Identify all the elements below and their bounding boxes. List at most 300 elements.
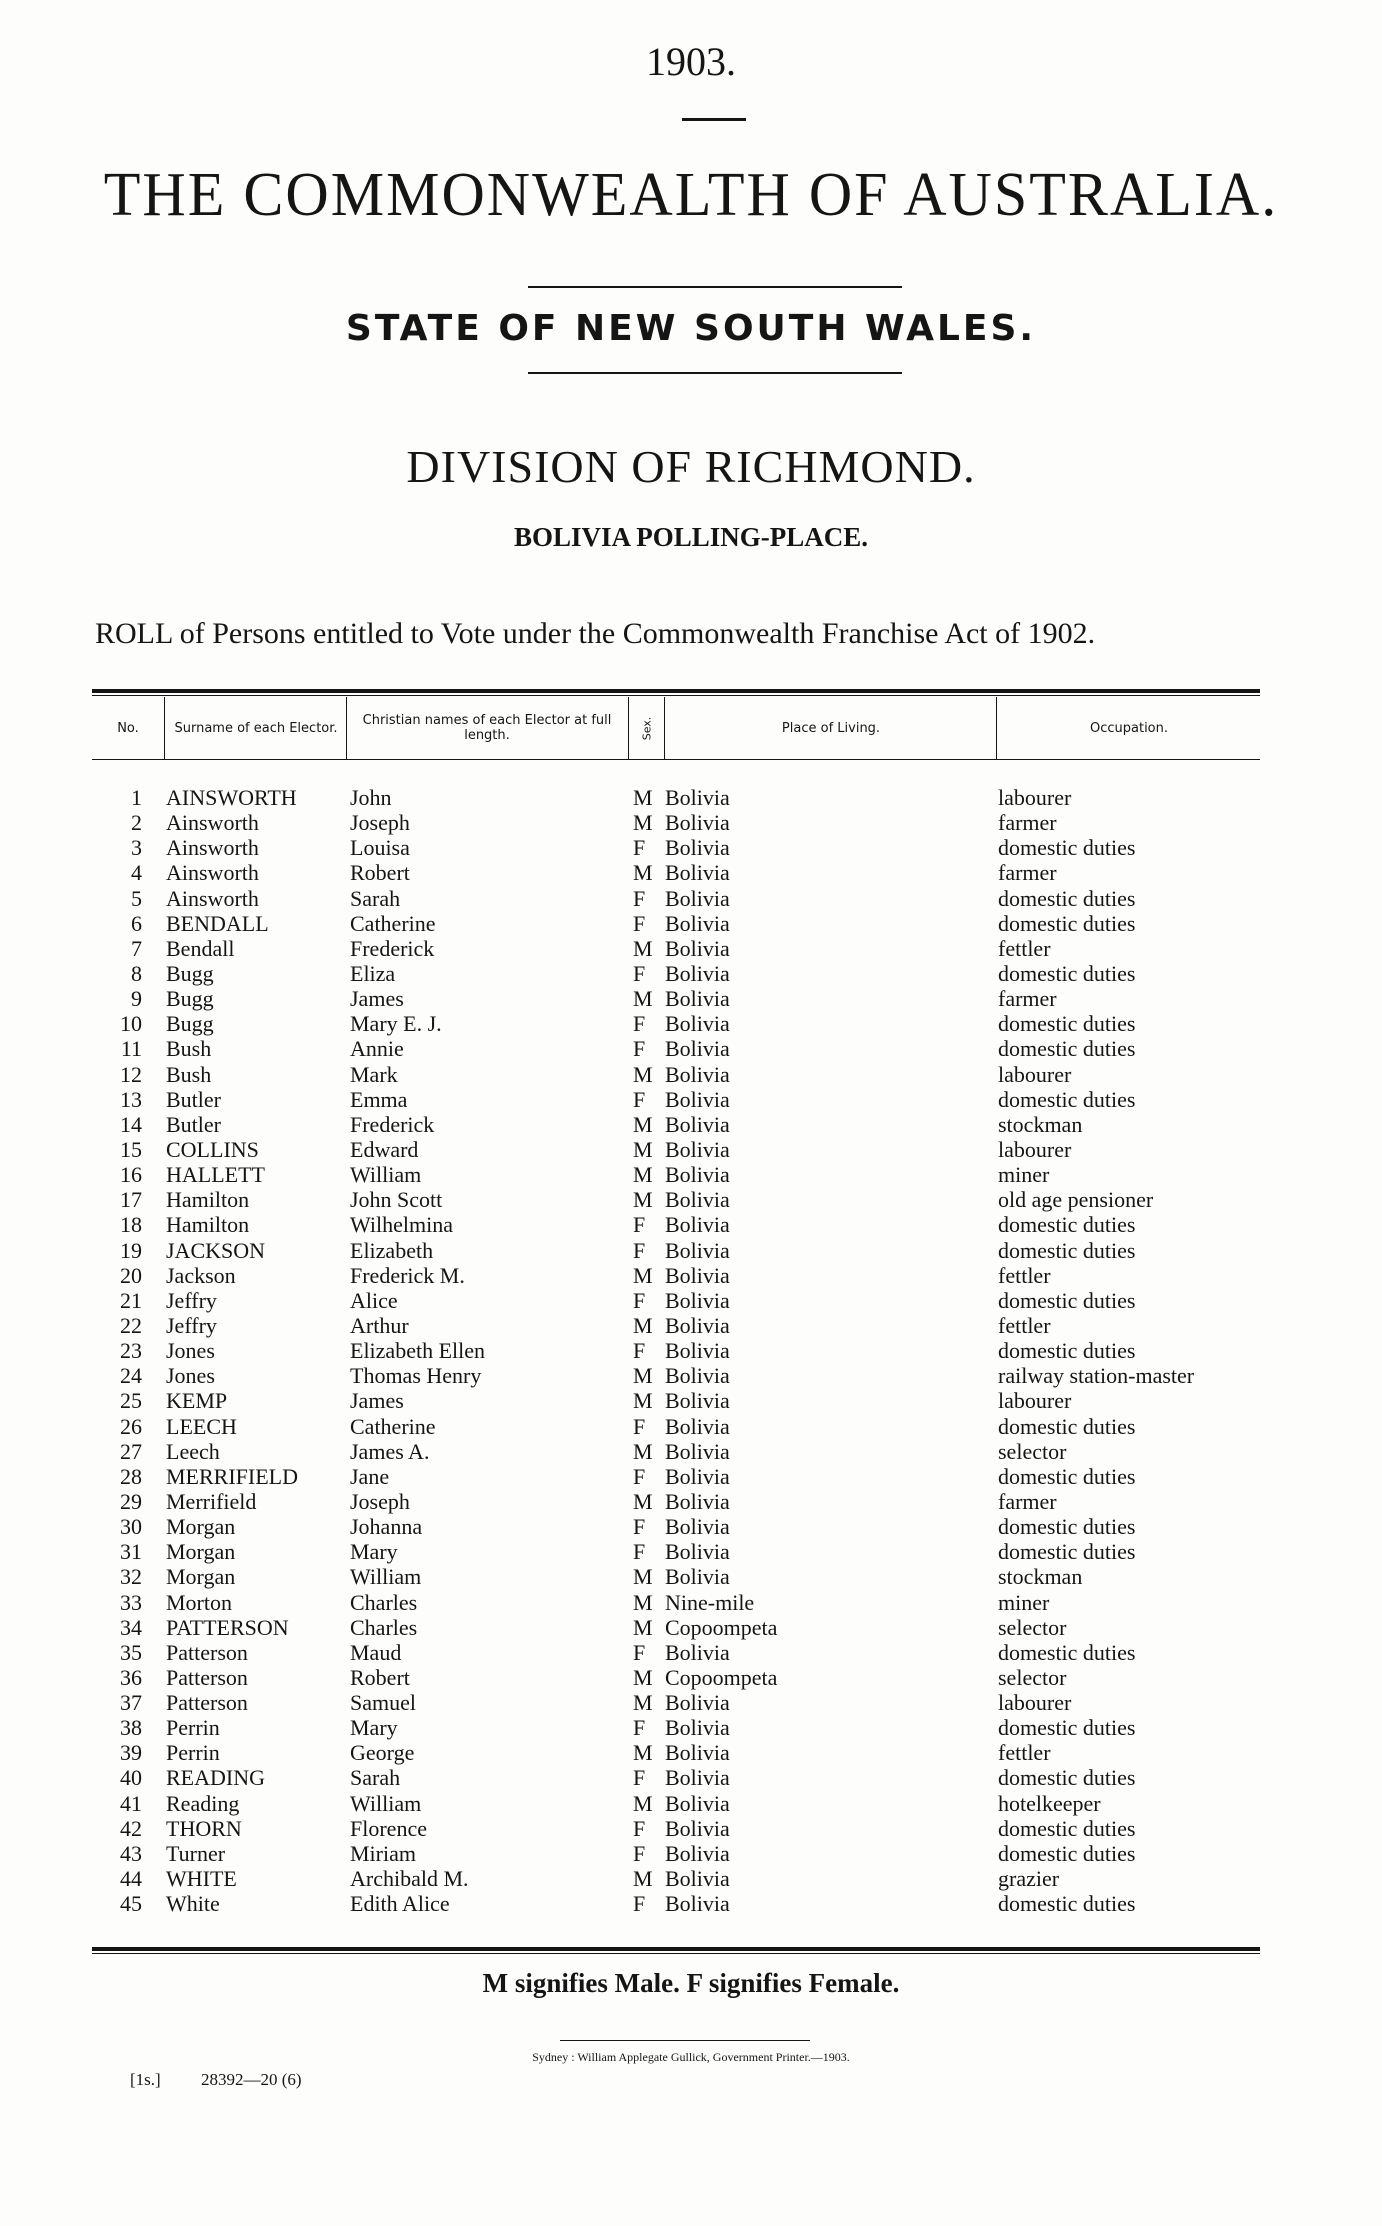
row-number: 25 <box>120 1388 142 1414</box>
printer-rule <box>560 2040 810 2041</box>
row-number: 12 <box>120 1061 142 1087</box>
printer-imprint: Sydney : William Applegate Gullick, Government Printer.—1903. <box>532 2050 850 2064</box>
table-row <box>0 1640 1382 1665</box>
place-of-living: Bolivia <box>665 1690 730 1716</box>
sex: F <box>633 835 646 861</box>
row-number: 6 <box>131 910 142 936</box>
row-number: 43 <box>120 1840 142 1866</box>
place-of-living: Bolivia <box>665 1036 730 1062</box>
surname: BENDALL <box>166 910 269 936</box>
place-of-living: Copoompeta <box>665 1614 778 1640</box>
surname: Bugg <box>166 960 214 986</box>
occupation: domestic duties <box>998 1840 1136 1866</box>
row-number: 36 <box>120 1664 142 1690</box>
christian-names: James A. <box>350 1438 430 1464</box>
table-row <box>0 1791 1382 1816</box>
occupation: domestic duties <box>998 1765 1136 1791</box>
table-row <box>0 810 1382 835</box>
table-row <box>0 1212 1382 1237</box>
row-number: 34 <box>120 1614 142 1640</box>
surname: Hamilton <box>166 1212 250 1238</box>
surname: HALLETT <box>166 1162 265 1188</box>
occupation: domestic duties <box>998 1413 1136 1439</box>
place-of-living: Bolivia <box>665 1136 730 1162</box>
christian-names: Mary <box>350 1715 398 1741</box>
surname: Ainsworth <box>166 885 259 911</box>
sex: F <box>633 1539 646 1565</box>
christian-names: Emma <box>350 1086 408 1112</box>
table-row <box>0 1564 1382 1589</box>
surname: Morgan <box>166 1564 236 1590</box>
christian-names: Maud <box>350 1639 402 1665</box>
christian-names: Miriam <box>350 1840 416 1866</box>
row-number: 10 <box>120 1011 142 1037</box>
place-of-living: Bolivia <box>665 1237 730 1263</box>
occupation: stockman <box>998 1564 1083 1590</box>
christian-names: Wilhelmina <box>350 1212 453 1238</box>
table-row <box>0 1690 1382 1715</box>
sex: F <box>633 1514 646 1540</box>
christian-names: William <box>350 1162 422 1188</box>
place-of-living: Bolivia <box>665 1312 730 1338</box>
sex: M <box>633 935 653 961</box>
row-number: 21 <box>120 1287 142 1313</box>
occupation: grazier <box>998 1866 1060 1892</box>
row-number: 7 <box>131 935 142 961</box>
occupation: labourer <box>998 1388 1072 1414</box>
occupation: domestic duties <box>998 835 1136 861</box>
sex: M <box>633 1564 653 1590</box>
row-number: 19 <box>120 1237 142 1263</box>
place-of-living: Bolivia <box>665 1488 730 1514</box>
sex: M <box>633 1187 653 1213</box>
christian-names: Robert <box>350 860 410 886</box>
occupation: farmer <box>998 810 1057 836</box>
table-row <box>0 860 1382 885</box>
place-of-living: Bolivia <box>665 1815 730 1841</box>
place-of-living: Bolivia <box>665 1740 730 1766</box>
place-of-living: Bolivia <box>665 1438 730 1464</box>
row-number: 15 <box>120 1136 142 1162</box>
occupation: domestic duties <box>998 1287 1136 1313</box>
christian-names: Alice <box>350 1287 398 1313</box>
place-of-living: Bolivia <box>665 1061 730 1087</box>
sex: F <box>633 1086 646 1112</box>
table-top-rule <box>92 689 1260 693</box>
christian-names: Catherine <box>350 1413 436 1439</box>
surname: Merrifield <box>166 1488 257 1514</box>
surname: Patterson <box>166 1690 248 1716</box>
row-number: 45 <box>120 1891 142 1917</box>
table-row <box>0 1162 1382 1187</box>
christian-names: Joseph <box>350 810 410 836</box>
sex: M <box>633 1790 653 1816</box>
row-number: 5 <box>131 885 142 911</box>
surname: Jeffry <box>166 1287 217 1313</box>
surname: Bush <box>166 1036 212 1062</box>
surname: Ainsworth <box>166 835 259 861</box>
occupation: domestic duties <box>998 1815 1136 1841</box>
christian-names: Frederick <box>350 935 435 961</box>
table-header-bottom-rule <box>92 759 1260 760</box>
row-number: 35 <box>120 1639 142 1665</box>
table-row <box>0 1740 1382 1765</box>
table-row <box>0 1238 1382 1263</box>
surname: Jackson <box>166 1262 236 1288</box>
print-reference: 28392—20 (6) <box>200 2070 302 2089</box>
occupation: labourer <box>998 785 1072 810</box>
christian-names: Eliza <box>350 960 396 986</box>
col-header-surname: Surname of each Elector. <box>174 720 338 736</box>
occupation: domestic duties <box>998 1237 1136 1263</box>
row-number: 16 <box>120 1162 142 1188</box>
surname: MERRIFIELD <box>166 1463 298 1489</box>
christian-names: William <box>350 1564 422 1590</box>
polling-place: BOLIVIA POLLING-PLACE. <box>513 522 869 552</box>
row-number: 18 <box>120 1212 142 1238</box>
row-number: 30 <box>120 1514 142 1540</box>
table-row <box>0 1514 1382 1539</box>
christian-names: Sarah <box>350 885 401 911</box>
table-row <box>0 1715 1382 1740</box>
sex: F <box>633 1036 646 1062</box>
sex: M <box>633 986 653 1012</box>
sex: F <box>633 1715 646 1741</box>
occupation: domestic duties <box>998 1036 1136 1062</box>
main-title: THE COMMONWEALTH OF AUSTRALIA. <box>103 159 1279 229</box>
occupation: domestic duties <box>998 1715 1136 1741</box>
surname: PATTERSON <box>166 1614 289 1640</box>
year-rule <box>682 118 746 121</box>
sex: M <box>633 1690 653 1716</box>
table-bottom-rule-thin <box>92 1953 1260 1954</box>
christian-names: Arthur <box>350 1312 409 1338</box>
place-of-living: Nine-mile <box>665 1589 755 1615</box>
occupation: miner <box>998 1162 1050 1188</box>
sex: M <box>633 1111 653 1137</box>
surname: AINSWORTH <box>166 785 297 810</box>
sex: F <box>633 1639 646 1665</box>
christian-names: Edward <box>350 1136 419 1162</box>
row-number: 41 <box>120 1790 142 1816</box>
row-number: 44 <box>120 1866 142 1892</box>
price-mark: [1s.] <box>130 2070 161 2089</box>
surname: Bendall <box>166 935 235 961</box>
surname: Hamilton <box>166 1187 250 1213</box>
sex: F <box>633 1237 646 1263</box>
surname: Turner <box>166 1840 226 1866</box>
occupation: hotelkeeper <box>998 1790 1101 1816</box>
table-row <box>0 1439 1382 1464</box>
place-of-living: Bolivia <box>665 1162 730 1188</box>
surname: COLLINS <box>166 1136 259 1162</box>
col-header-place: Place of Living. <box>781 720 881 736</box>
table-row <box>0 1841 1382 1866</box>
occupation: domestic duties <box>998 1514 1136 1540</box>
christian-names: Charles <box>350 1589 418 1615</box>
row-number: 14 <box>120 1111 142 1137</box>
place-of-living: Bolivia <box>665 960 730 986</box>
row-number: 33 <box>120 1589 142 1615</box>
table-row <box>0 1011 1382 1036</box>
table-row <box>0 1866 1382 1891</box>
place-of-living: Bolivia <box>665 986 730 1012</box>
christian-names: Johanna <box>350 1514 423 1540</box>
surname: THORN <box>166 1815 242 1841</box>
occupation: domestic duties <box>998 910 1136 936</box>
christian-names: Sarah <box>350 1765 401 1791</box>
table-row <box>0 1263 1382 1288</box>
surname: Reading <box>166 1790 240 1816</box>
row-number: 13 <box>120 1086 142 1112</box>
christian-names: Catherine <box>350 910 436 936</box>
surname: Morton <box>166 1589 232 1615</box>
row-number: 11 <box>120 1036 142 1062</box>
surname: Bugg <box>166 1011 214 1037</box>
row-number: 39 <box>120 1740 142 1766</box>
table-row <box>0 1414 1382 1439</box>
row-number: 31 <box>120 1539 142 1565</box>
surname: KEMP <box>166 1388 228 1414</box>
row-number: 26 <box>120 1413 142 1439</box>
table-row <box>0 886 1382 911</box>
col-header-no: No. <box>117 720 139 736</box>
christian-names: Jane <box>350 1463 390 1489</box>
col-header-occupation: Occupation. <box>1089 720 1169 736</box>
col-divider <box>664 697 665 759</box>
table-row <box>0 1112 1382 1137</box>
surname: Ainsworth <box>166 810 259 836</box>
row-number: 38 <box>120 1715 142 1741</box>
state-rule <box>528 372 902 374</box>
table-row <box>0 1187 1382 1212</box>
table-row <box>0 1539 1382 1564</box>
row-number: 9 <box>131 986 142 1012</box>
sex: F <box>633 1463 646 1489</box>
place-of-living: Bolivia <box>665 1011 730 1037</box>
sex: F <box>633 1765 646 1791</box>
col-divider <box>346 697 347 759</box>
place-of-living: Bolivia <box>665 1413 730 1439</box>
sex-legend: M signifies Male. F signifies Female. <box>482 1968 900 1998</box>
sex: F <box>633 1815 646 1841</box>
surname: Butler <box>166 1086 221 1112</box>
place-of-living: Bolivia <box>665 1363 730 1389</box>
sex: M <box>633 1162 653 1188</box>
col-header-sex-wrap <box>630 700 664 756</box>
sex: F <box>633 1011 646 1037</box>
surname: Ainsworth <box>166 860 259 886</box>
sex: M <box>633 1589 653 1615</box>
occupation: domestic duties <box>998 1338 1136 1364</box>
place-of-living: Bolivia <box>665 1639 730 1665</box>
sex: M <box>633 1614 653 1640</box>
occupation: fettler <box>998 935 1051 961</box>
row-number: 22 <box>120 1312 142 1338</box>
sex: F <box>633 960 646 986</box>
table-row <box>0 1816 1382 1841</box>
row-number: 29 <box>120 1488 142 1514</box>
occupation: labourer <box>998 1690 1072 1716</box>
table-top-rule-thin <box>92 695 1260 696</box>
christian-names: Thomas Henry <box>350 1363 482 1389</box>
sex: F <box>633 1338 646 1364</box>
table-row <box>0 1363 1382 1388</box>
surname: Morgan <box>166 1539 236 1565</box>
occupation: fettler <box>998 1262 1051 1288</box>
sex: F <box>633 885 646 911</box>
place-of-living: Bolivia <box>665 1212 730 1238</box>
table-row <box>0 1665 1382 1690</box>
christian-names: James <box>350 1388 404 1414</box>
christian-names: Frederick M. <box>350 1262 465 1288</box>
row-number: 1 <box>131 785 142 810</box>
table-row <box>0 911 1382 936</box>
occupation: domestic duties <box>998 1011 1136 1037</box>
surname: Morgan <box>166 1514 236 1540</box>
occupation: railway station-master <box>998 1363 1195 1389</box>
table-row <box>0 785 1382 810</box>
occupation: labourer <box>998 1136 1072 1162</box>
place-of-living: Copoompeta <box>665 1664 778 1690</box>
occupation: domestic duties <box>998 960 1136 986</box>
place-of-living: Bolivia <box>665 1514 730 1540</box>
table-row <box>0 1313 1382 1338</box>
occupation: labourer <box>998 1061 1072 1087</box>
surname: Leech <box>166 1438 220 1464</box>
row-number: 42 <box>120 1815 142 1841</box>
sex: M <box>633 1136 653 1162</box>
col-header-sex: Sex. <box>640 716 654 740</box>
place-of-living: Bolivia <box>665 1111 730 1137</box>
sex: M <box>633 1438 653 1464</box>
occupation: selector <box>998 1614 1067 1640</box>
division-heading: DIVISION OF RICHMOND. <box>406 441 976 492</box>
table-row <box>0 1036 1382 1061</box>
surname: Bush <box>166 1061 212 1087</box>
place-of-living: Bolivia <box>665 1338 730 1364</box>
christian-names: John Scott <box>350 1187 443 1213</box>
table-row <box>0 1891 1382 1916</box>
sex: M <box>633 1363 653 1389</box>
row-number: 8 <box>131 960 142 986</box>
place-of-living: Bolivia <box>665 1765 730 1791</box>
occupation: stockman <box>998 1111 1083 1137</box>
year: 1903. <box>646 39 736 84</box>
christian-names: John <box>350 785 392 810</box>
place-of-living: Bolivia <box>665 1262 730 1288</box>
sex: M <box>633 785 653 810</box>
christian-names: Charles <box>350 1614 418 1640</box>
christian-names: George <box>350 1740 415 1766</box>
row-number: 37 <box>120 1690 142 1716</box>
table-row <box>0 1615 1382 1640</box>
place-of-living: Bolivia <box>665 1287 730 1313</box>
occupation: domestic duties <box>998 1212 1136 1238</box>
sex: F <box>633 910 646 936</box>
row-number: 27 <box>120 1438 142 1464</box>
place-of-living: Bolivia <box>665 935 730 961</box>
form-reference <box>130 2070 338 2090</box>
occupation: farmer <box>998 1488 1057 1514</box>
sex: M <box>633 860 653 886</box>
row-number: 24 <box>120 1363 142 1389</box>
surname: Butler <box>166 1111 221 1137</box>
christian-names: Mary E. J. <box>350 1011 442 1037</box>
occupation: farmer <box>998 986 1057 1012</box>
occupation: domestic duties <box>998 885 1136 911</box>
occupation: domestic duties <box>998 1539 1136 1565</box>
surname: Perrin <box>166 1740 220 1766</box>
sex: M <box>633 1388 653 1414</box>
occupation: domestic duties <box>998 1639 1136 1665</box>
col-divider <box>996 697 997 759</box>
place-of-living: Bolivia <box>665 1463 730 1489</box>
surname: Perrin <box>166 1715 220 1741</box>
table-row <box>0 1137 1382 1162</box>
christian-names: James <box>350 986 404 1012</box>
occupation: domestic duties <box>998 1891 1136 1917</box>
sex: M <box>633 1740 653 1766</box>
table-row <box>0 1464 1382 1489</box>
row-number: 4 <box>131 860 142 886</box>
place-of-living: Bolivia <box>665 1840 730 1866</box>
christian-names: Florence <box>350 1815 427 1841</box>
table-row <box>0 961 1382 986</box>
row-number: 2 <box>131 810 142 836</box>
title-rule <box>528 286 902 288</box>
table-row <box>0 1590 1382 1615</box>
table-row <box>0 1388 1382 1413</box>
occupation: selector <box>998 1438 1067 1464</box>
row-number: 3 <box>131 835 142 861</box>
place-of-living: Bolivia <box>665 1715 730 1741</box>
sex: M <box>633 1866 653 1892</box>
christian-names: Elizabeth Ellen <box>350 1338 485 1364</box>
place-of-living: Bolivia <box>665 785 730 810</box>
christian-names: Frederick <box>350 1111 435 1137</box>
row-number: 40 <box>120 1765 142 1791</box>
sex: F <box>633 1840 646 1866</box>
christian-names: Mark <box>350 1061 398 1087</box>
place-of-living: Bolivia <box>665 1388 730 1414</box>
sex: M <box>633 810 653 836</box>
surname: Jeffry <box>166 1312 217 1338</box>
table-bottom-rule <box>92 1947 1260 1951</box>
place-of-living: Bolivia <box>665 860 730 886</box>
occupation: domestic duties <box>998 1086 1136 1112</box>
christian-names: Mary <box>350 1539 398 1565</box>
row-number: 17 <box>120 1187 142 1213</box>
sex: M <box>633 1488 653 1514</box>
christian-names: Joseph <box>350 1488 410 1514</box>
christian-names: Archibald M. <box>350 1866 469 1892</box>
surname: LEECH <box>166 1413 237 1439</box>
place-of-living: Bolivia <box>665 885 730 911</box>
occupation: old age pensioner <box>998 1187 1154 1213</box>
table-row <box>0 1765 1382 1790</box>
row-number: 28 <box>120 1463 142 1489</box>
place-of-living: Bolivia <box>665 1539 730 1565</box>
surname: Patterson <box>166 1664 248 1690</box>
surname: Patterson <box>166 1639 248 1665</box>
surname: Jones <box>166 1363 215 1389</box>
occupation: miner <box>998 1589 1050 1615</box>
sex: M <box>633 1664 653 1690</box>
electors-list <box>0 785 1382 1916</box>
christian-names: Elizabeth <box>350 1237 434 1263</box>
col-header-christian: Christian names of each Elector at full length. <box>362 713 612 743</box>
